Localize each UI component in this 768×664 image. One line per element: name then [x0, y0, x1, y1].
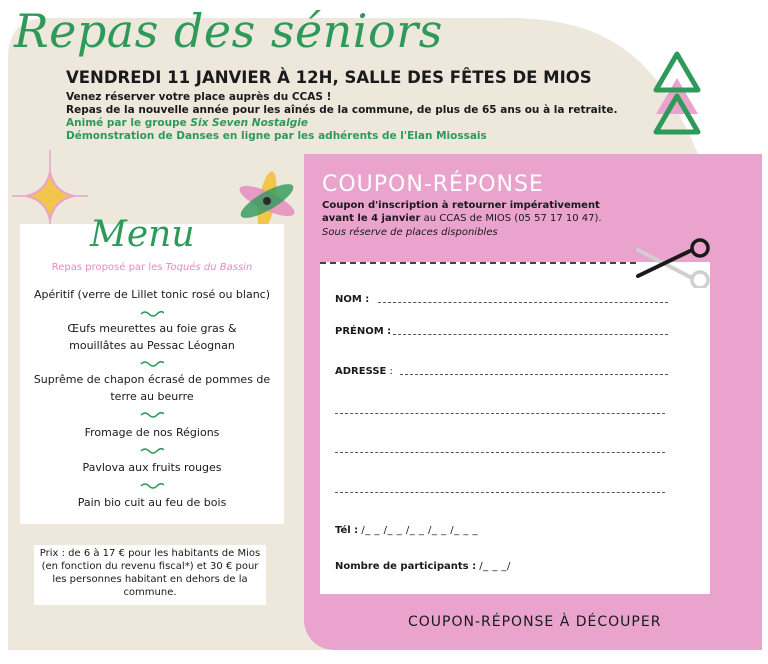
scissors-icon: [634, 238, 714, 288]
wave-divider-icon: [140, 359, 164, 367]
wave-divider-icon: [140, 446, 164, 454]
cut-line: [320, 262, 636, 264]
triangles-icon: [650, 50, 704, 136]
field-tel[interactable]: Tél : /_ _ /_ _ /_ _ /_ _ /_ _ _: [335, 525, 479, 536]
field-prenom[interactable]: PRÉNOM :: [335, 326, 392, 337]
event-line-band: Animé par le groupe Six Seven Nostalgie: [66, 117, 308, 129]
field-line: [400, 374, 668, 375]
menu-item: Apéritif (verre de Lillet tonic rosé ou blanc): [33, 288, 271, 301]
event-line-dance: Démonstration de Danses en ligne par les adhérents de l'Elan Miossais: [66, 130, 487, 142]
field-line[interactable]: [335, 413, 665, 414]
menu-title: Menu: [90, 214, 195, 255]
field-line: [393, 334, 668, 335]
menu-item: Pavlova aux fruits rouges: [82, 461, 222, 474]
event-line-reserve: Venez réserver votre place auprès du CCAS !: [66, 91, 332, 103]
field-adresse[interactable]: ADRESSE :: [335, 366, 393, 377]
wave-divider-icon: [140, 309, 164, 317]
event-line-description: Repas de la nouvelle année pour les aînés de la commune, de plus de 65 ans ou à la retraite.: [66, 104, 618, 116]
price-info: Prix : de 6 à 17 € pour les habitants de Mios (en fonction du revenu fiscal*) et 30 € pour les personnes habitant en dehors de la commune.: [34, 545, 266, 605]
coupon-form: [320, 262, 710, 594]
menu-item: Pain bio cuit au feu de bois: [77, 496, 227, 509]
coupon-instruction: Coupon d'inscription à retourner impérativement: [322, 200, 600, 211]
coupon-availability: Sous réserve de places disponibles: [322, 227, 498, 238]
field-line[interactable]: [335, 452, 665, 453]
field-line: [378, 302, 668, 303]
coupon-footer: COUPON-RÉPONSE À DÉCOUPER: [408, 614, 662, 630]
menu-item: Suprême de chapon écrasé de pommes de terre au beurre: [33, 373, 271, 403]
wave-divider-icon: [140, 410, 164, 418]
wave-divider-icon: [140, 481, 164, 489]
menu-item: Œufs meurettes au foie gras & mouillâtes au Pessac Léognan: [67, 322, 237, 352]
menu-item: Fromage de nos Régions: [84, 426, 220, 439]
coupon-deadline: avant le 4 janvier au CCAS de MIOS (05 57 17 10 47).: [322, 213, 602, 224]
menu-subtitle: Repas proposé par les Toqués du Bassin: [51, 262, 253, 273]
field-participants[interactable]: Nombre de participants : /_ _ _/: [335, 561, 511, 572]
page-title: Repas des séniors: [14, 4, 443, 58]
field-nom[interactable]: NOM :: [335, 294, 370, 305]
coupon-title: COUPON-RÉPONSE: [322, 172, 544, 197]
event-headline: VENDREDI 11 JANVIER À 12H, SALLE DES FÊTES DE MIOS: [66, 68, 592, 87]
field-line[interactable]: [335, 492, 665, 493]
